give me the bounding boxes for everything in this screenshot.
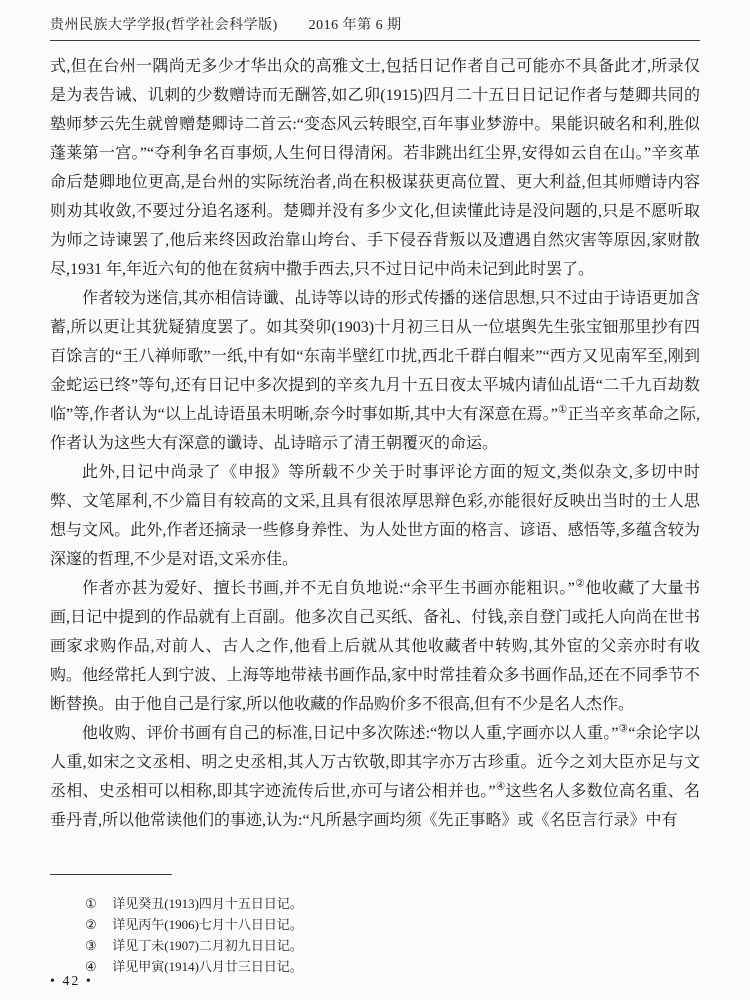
footnote-item <box>85 914 685 935</box>
paragraph-text: 作者亦甚为爱好、擅长书画,并不无自负地说:“余平生书画亦能粗识。” <box>82 580 575 597</box>
footnote-ref-2: ② <box>574 578 586 590</box>
footnote-text: 详见癸丑(1913)四月十五日日记。 <box>112 896 303 911</box>
journal-issue: 2016 年第 6 期 <box>308 18 402 33</box>
footnote-text: 详见甲寅(1914)八月廿三日日记。 <box>112 959 303 974</box>
footnote-ref-1: ① <box>557 404 568 416</box>
page-number: • 42 • <box>50 974 93 989</box>
footnote-item <box>85 935 685 956</box>
footnote-text: 详见丁未(1907)二月初九日日记。 <box>112 938 303 953</box>
paragraph-text: 他收购、评价书画有自己的标准,日记中多次陈述:“物以人重,字画亦以人重。” <box>82 725 619 742</box>
footnotes-section <box>85 893 685 977</box>
paragraph-text: “余论字以人重,如宋之文丞相、明之史丞相,其人万古钦敬,即其字亦万古珍重。近今之刘大臣亦足与文丞相、史丞相可以相称,即其字迹流传后世,亦可与诸公相并也。” <box>50 725 700 800</box>
paragraph-text: 式,但在台州一隅尚无多少才华出众的高雅文士,包括日记作者自己可能亦不具备此才,所录仅是为表告诫、讥刺的少数赠诗而无酬答,如乙卯(1915)四月二十五日日记记作者与楚卿共同的塾师梦云先生就曾赠楚卿诗二首云:“变态风云转眼空,百年事业梦游中。果能识破名和利,胜似蓬莱第一宫。”“夺利争名百事烦,人生何日得清闲。若非跳出红尘界,安得如云自在山。”辛亥革命后楚卿地位更高,是台州的实际统治者,尚在积极谋获更高位置、更大利益,但其师赠诗内容则劝其收敛,不要过分追名逐利。楚卿并没有多少文化,但读懂此诗是没问题的,只是不愿听取为师之诗谏罢了,他后来终因政治靠山垮台、手下侵吞背叛以及遭遇自然灾害等原因,家财散尽,1931 年,年近六旬的他在贫病中撒手西去,只不过日记中尚未记到此时罢了。 <box>50 58 700 278</box>
paragraph <box>50 458 700 574</box>
footnote-marker: ④ <box>85 959 97 974</box>
article-body <box>50 52 700 835</box>
footnote-text: 详见丙午(1906)七月十八日日记。 <box>112 917 303 932</box>
footnote-ref-3: ③ <box>618 723 629 735</box>
paragraph <box>50 719 700 835</box>
paragraph-text: 作者较为迷信,其亦相信诗谶、乩诗等以诗的形式传播的迷信思想,只不过由于诗语更加含蓄,所以更让其犹疑猜度罢了。如其癸卯(1903)十月初三日从一位堪舆先生张宝钿那里抄有四百馀言的“王八禅师歌”一纸,中有如“东南半壁红巾扰,西北千群白帽来”“西方又见南军至,刚到金蛇运已终”等句,还有日记中多次提到的辛亥九月十五日夜太平城内请仙乩语“二千九百劫数临”等,作者认为“以上乩诗语虽未明晰,奈今时事如斯,其中大有深意在焉。” <box>50 290 700 423</box>
footnote-item <box>85 956 685 977</box>
paragraph-continuation <box>50 52 700 284</box>
paragraph-text: 此外,日记中尚录了《申报》等所载不少关于时事评论方面的短文,类似杂文,多切中时弊、文笔犀利,不少篇目有较高的文采,且具有很浓厚思辩色彩,亦能很好反映出当时的士人思想与文风。此外,作者还摘录一些修身养性、为人处世方面的格言、谚语、感悟等,多蕴含较为深邃的哲理,不少是对语,文采亦佳。 <box>50 464 700 568</box>
page-header <box>50 14 700 34</box>
footnote-marker: ① <box>85 896 97 911</box>
footnote-divider <box>50 874 172 875</box>
footnote-item <box>85 893 685 914</box>
paragraph-text: 这些名人多数位高名重、名垂丹青,所以他常读他们的事迹,认为:“凡所悬字画均须《先正事略》或《名臣言行录》中有 <box>50 783 700 829</box>
paragraph <box>50 284 700 458</box>
paragraph-text: 他收藏了大量书画,日记中提到的作品就有上百副。他多次自己买纸、备礼、付钱,亲自登门或托人向尚在世书画家求购作品,对前人、古人之作,他看上后就从其他收藏者中转购,其外宦的父亲亦时有收购。他经常托人到宁波、上海等地带裱书画作品,家中时常挂着众多书画作品,还在不同季节不断替换。由于他自己是行家,所以他收藏的作品购价多不很高,但有不少是名人杰作。 <box>50 580 700 713</box>
paragraph-text: 正当辛亥革命之际,作者认为这些大有深意的谶诗、乩诗暗示了清王朝覆灭的命运。 <box>50 406 700 452</box>
journal-title: 贵州民族大学学报(哲学社会科学版) <box>50 18 278 33</box>
paragraph <box>50 574 700 719</box>
header-divider <box>50 40 700 41</box>
footnote-ref-4: ④ <box>495 781 506 793</box>
footnote-marker: ③ <box>85 938 97 953</box>
footnote-marker: ② <box>85 917 97 932</box>
